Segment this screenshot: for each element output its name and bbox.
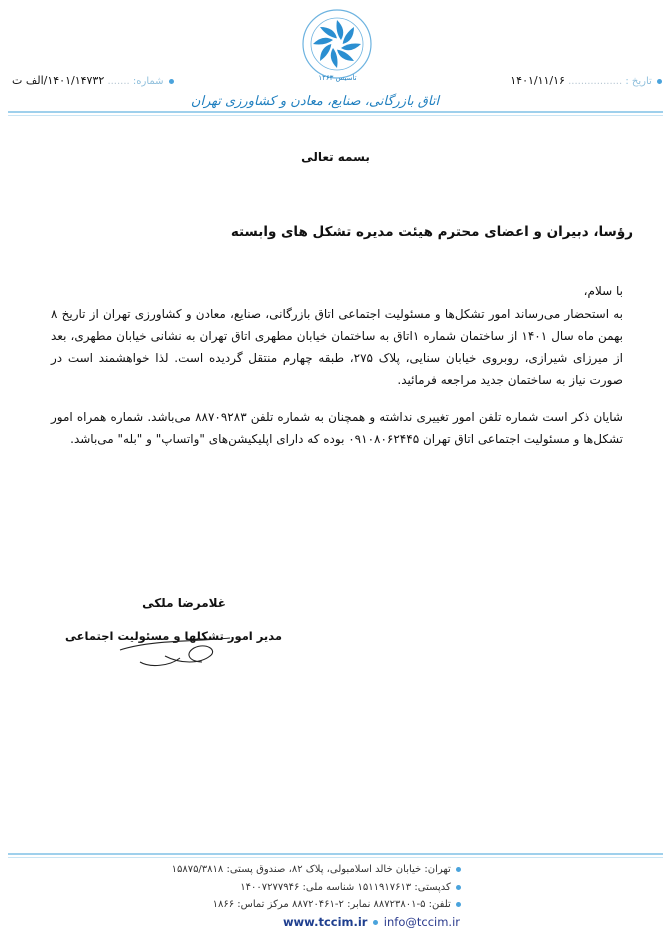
header-divider [8,111,663,113]
established-year: تاسیس ۱۲۶۳ [318,74,357,82]
bullet-icon [456,902,461,907]
signatory-name: غلامرضا ملکی [142,596,226,610]
chamber-name: اتاق بازرگانی، صنایع، معادن و کشاورزی تهران [190,94,440,109]
handwritten-signature [110,612,260,672]
date-dots: ................. [568,76,623,87]
greeting: با سلام، [583,284,623,298]
date-label: تاریخ : [625,76,652,87]
date-field [510,74,664,87]
recipient-line: رؤسا، دبیران و اعضای محترم هیئت مدیره تشکل های وابسته [230,224,633,240]
body-paragraph-2 [51,406,623,450]
bullet-icon [456,867,461,872]
footer-codes [240,882,463,893]
chamber-logo [290,8,385,84]
codes-text: کدپستی: ۱۵۱۱۹۱۷۶۱۳ شناسه ملی: ۱۴۰۰۷۲۷۷۹۴۶ [240,882,451,893]
footer-divider [8,853,663,855]
footer-web [283,915,460,929]
number-label: شماره: [132,76,164,87]
bullet-icon [657,79,662,84]
date-value: ۱۴۰۱/۱۱/۱۶ [510,74,565,87]
header-divider-thin [8,115,663,116]
phones-text: تلفن: ۵-۸۸۷۲۳۸۰۱ نمابر: ۲-۸۸۷۲۰۴۶۱ مرکز تماس: ۱۸۶۶ [212,899,451,910]
signatory-title: مدیر امور تشکلها و مسئولیت اجتماعی [65,629,282,643]
website-link[interactable]: www.tccim.ir [282,915,368,929]
bismillah-heading: بسمه تعالی [301,150,370,164]
footer-phones [213,899,463,910]
paragraph-text: شایان ذکر است شماره تلفن امور تغییری نداشته و همچنان به شماره تلفن ۸۸۷۰۹۲۸۳ می‌باشد. شماره همراه امور تشکل‌ها و مسئولیت اجتماعی اتاق تهران ۰۹۱۰۸۰۶۲۴۴۵ بوده که دارای اپلیکیشن‌های "واتساپ" و "بله" می‌باشد. [51,410,623,446]
paragraph-text: به استحضار می‌رساند امور تشکل‌ها و مسئولیت اجتماعی اتاق بازرگانی، صنایع، معادن و کشاورزی تهران از تاریخ ۸ بهمن ماه سال ۱۴۰۱ از ساختمان شماره ۱اتاق به ساختمان خیابان مطهری اتاق تهران به نشانی خیابان مطهری، بعد از میرزای شیرازی، روبروی خیابان سنایی، پلاک ۲۷۵، طبقه چهارم منتقل گردیده است. لذا خواهشمند است در صورت نیاز به ساختمان جدید مراجعه فرمائید. [51,307,623,387]
number-value: ۱۴۰۱/۱۴۷۳۲/الف ت [12,74,105,87]
footer-divider-thin [8,857,663,858]
number-field [12,74,176,87]
email-link[interactable]: info@tccim.ir [383,915,460,929]
number-dots: ....... [107,76,130,87]
bullet-icon [373,920,378,925]
body-paragraph-1 [51,303,623,391]
footer-address [172,864,463,875]
bullet-icon [169,79,174,84]
chamber-emblem-icon [301,8,373,80]
address-text: تهران: خیابان خالد اسلامبولی، پلاک ۸۲، صندوق پستی: ۱۵۸۷۵/۳۸۱۸ [171,864,451,875]
bullet-icon [456,885,461,890]
